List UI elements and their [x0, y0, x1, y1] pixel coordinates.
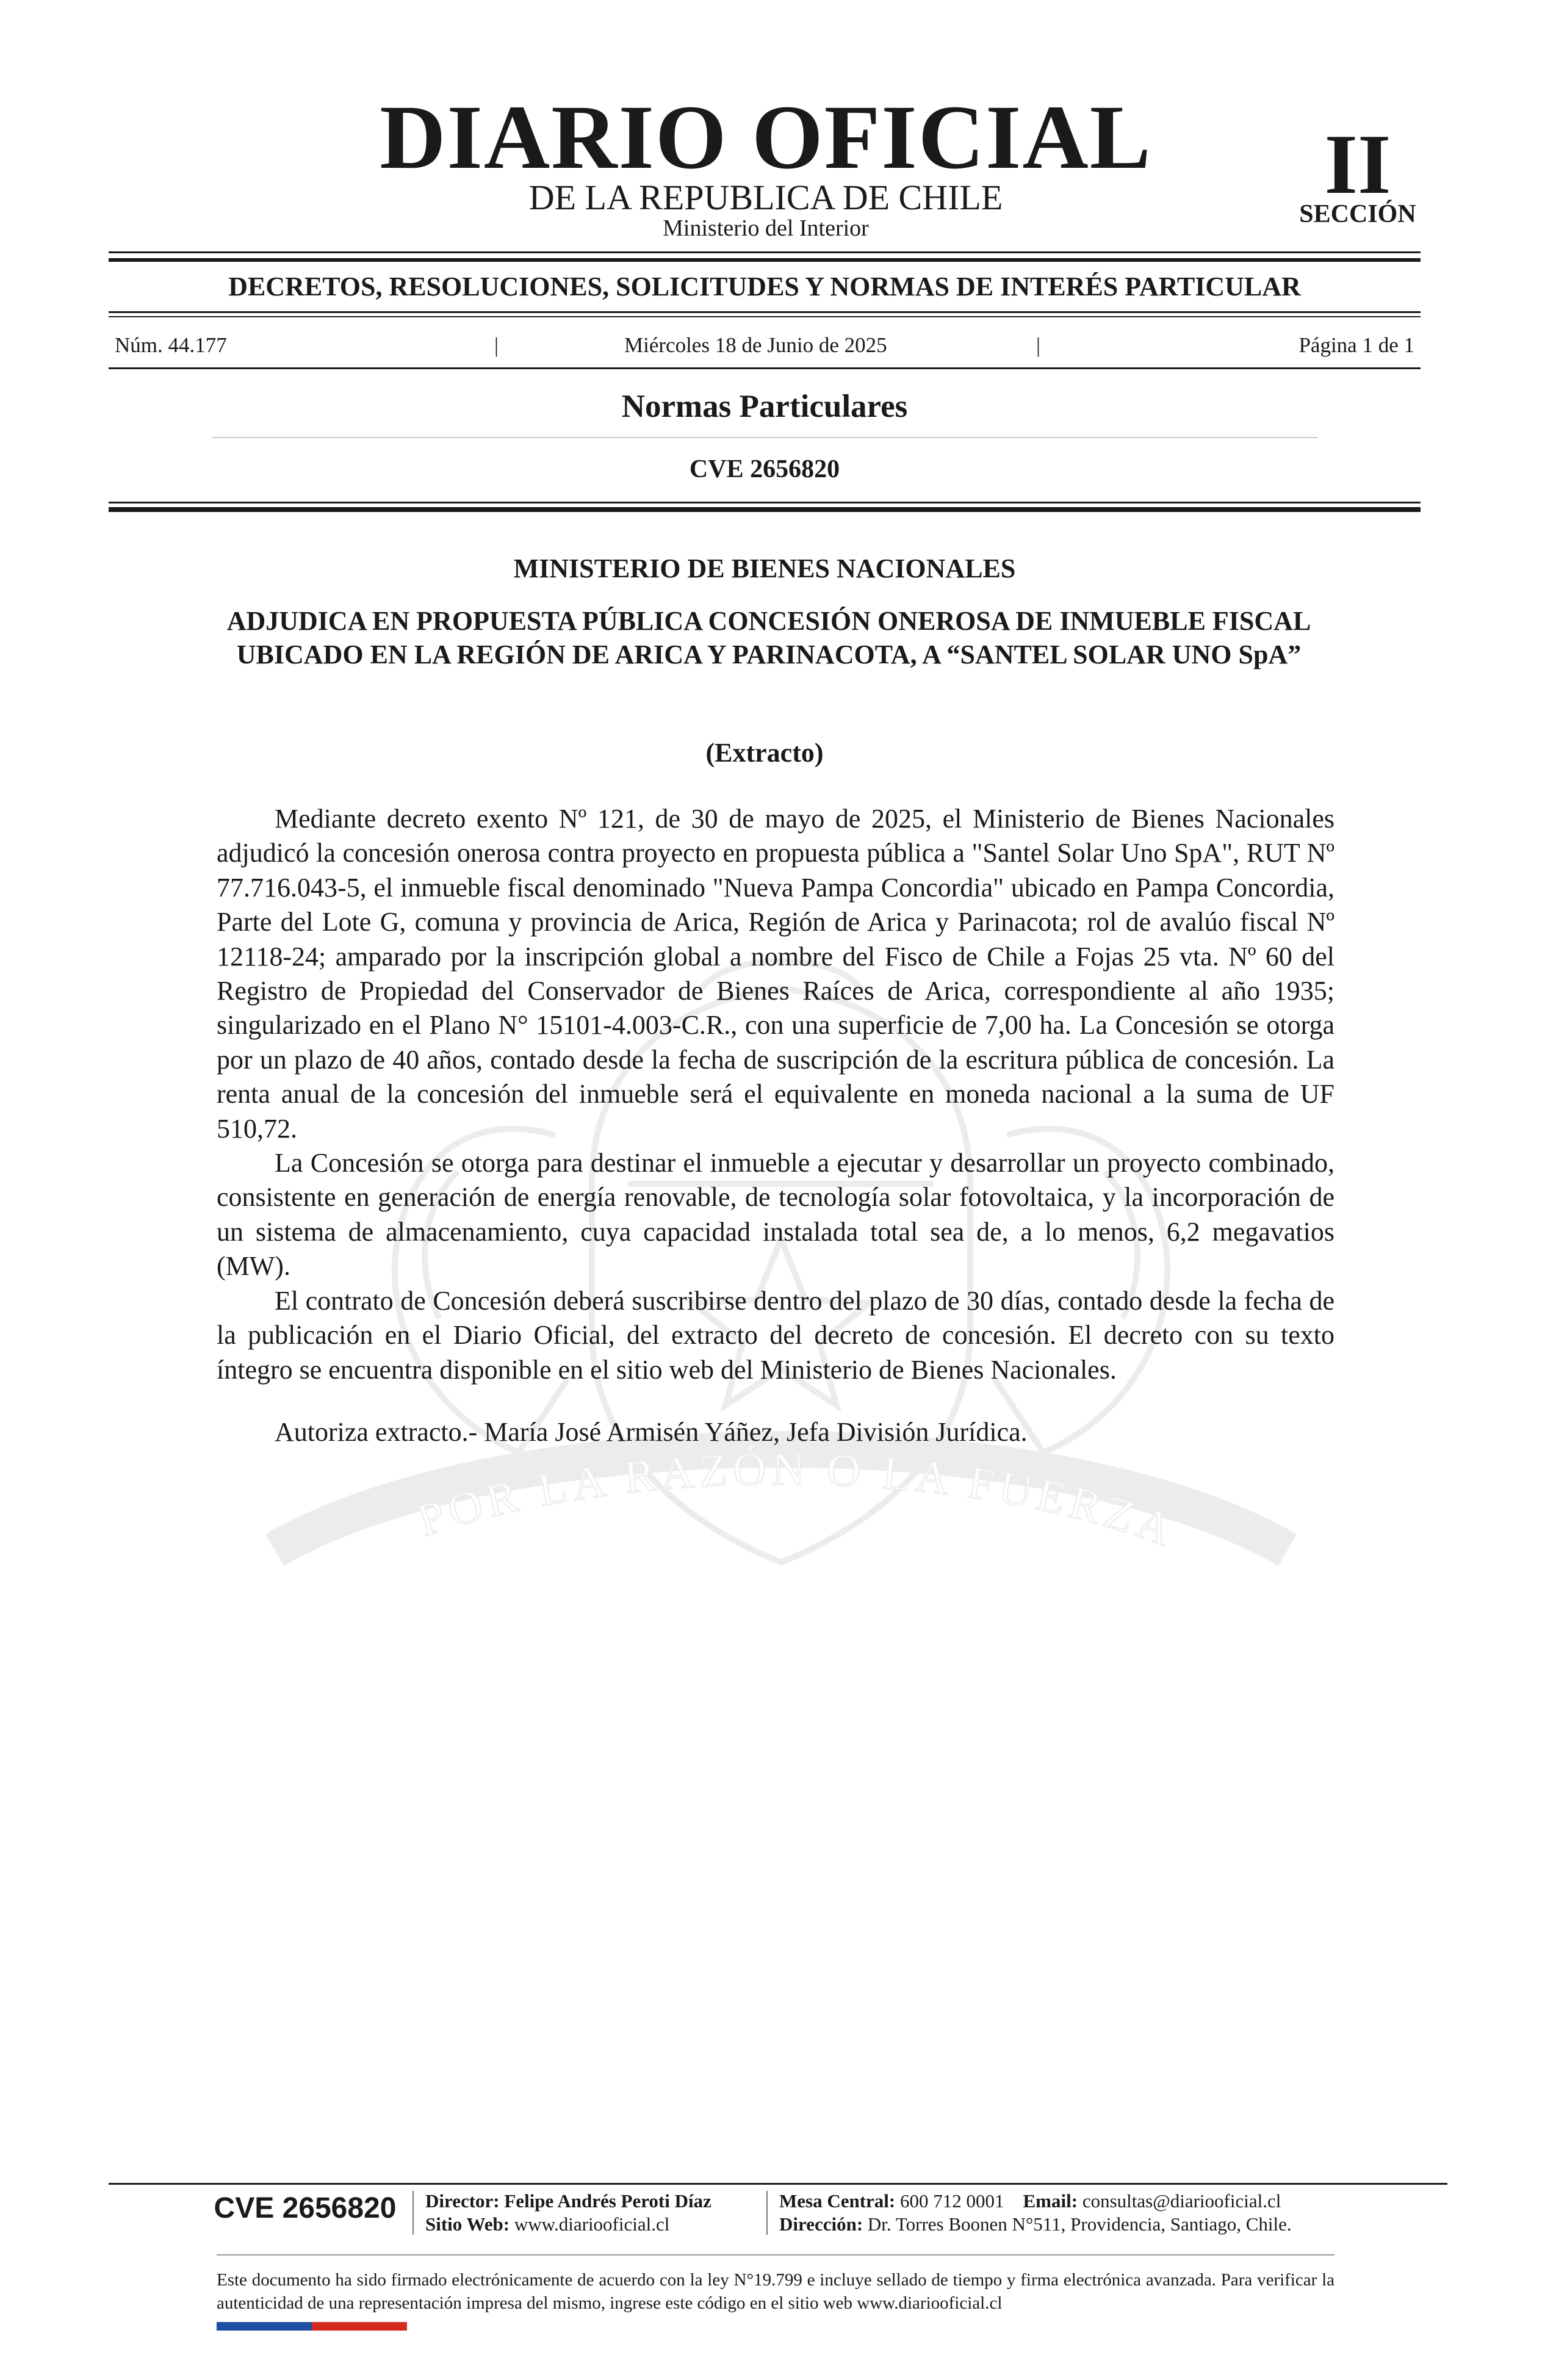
article-paragraph: El contrato de Concesión deberá suscribirse dentro del plazo de 30 días, contado desde la fecha de la publicación en el Diario Oficial, del extracto del decreto de concesión. El decreto con su texto íntegro se encuentra disponible en el sitio web del Ministerio de Bienes Nacionales.: [217, 1285, 1334, 1385]
email-link[interactable]: consultas@diariooficial.cl: [1082, 2190, 1281, 2212]
article-signature: Autoriza extracto.- María José Armisén Yáñez, Jefa División Jurídica.: [275, 1416, 1028, 1447]
address-value: Dr. Torres Boonen N°511, Providencia, Santiago, Chile.: [867, 2213, 1292, 2235]
masthead-rule-thick: [109, 258, 1421, 262]
category-heading: DECRETOS, RESOLUCIONES, SOLICITUDES Y NORMAS DE INTERÉS PARTICULAR: [228, 272, 1301, 301]
footer-divider: [766, 2191, 768, 2235]
masthead-rule-thin: [109, 251, 1421, 253]
masthead-ministry: Ministerio del Interior: [663, 215, 869, 241]
issue-date: Miércoles 18 de Junio de 2025: [624, 333, 887, 357]
header-end-rule-thick: [109, 507, 1421, 512]
chile-flag-stripe: [217, 2322, 407, 2331]
header-end-rule-thin: [109, 502, 1421, 503]
article-ministry: MINISTERIO DE BIENES NACIONALES: [513, 554, 1016, 583]
watermark-motto: POR LA RAZÓN O LA FUERZA: [411, 1443, 1183, 1558]
article-subtitle: (Extracto): [705, 738, 824, 768]
issue-rule: [109, 367, 1421, 369]
category-rule-top: [109, 311, 1421, 313]
masthead-subtitle: DE LA REPUBLICA DE CHILE: [528, 178, 1003, 217]
section-number: II: [1324, 117, 1391, 212]
director-name: Felipe Andrés Peroti Díaz: [504, 2190, 711, 2212]
article-body: [217, 802, 1334, 1449]
footer-cve-code: CVE 2656820: [214, 2192, 397, 2224]
email-label: Email:: [1023, 2190, 1078, 2212]
issue-number: Núm. 44.177: [115, 333, 227, 357]
footer-divider: [412, 2191, 414, 2235]
mesa-phone: 600 712 0001: [900, 2190, 1004, 2212]
category-rule-bottom: [109, 316, 1421, 317]
issue-page: Página 1 de 1: [1298, 333, 1414, 357]
website-link[interactable]: www.diariooficial.cl: [514, 2213, 670, 2235]
section-title: Normas Particulares: [621, 389, 908, 424]
footer-rule-thin: [217, 2254, 1334, 2256]
flag-red-segment: [312, 2322, 407, 2331]
footer-contact-block: [779, 2190, 1292, 2236]
article-paragraph: Mediante decreto exento Nº 121, de 30 de mayo de 2025, el Ministerio de Bienes Nacionales adjudicó la concesión onerosa contra proyecto en propuesta pública a "Santel Solar Uno SpA", RUT Nº 77.716.043-5, el inmueble fiscal denominado "Nueva Pampa Concordia" ubicado en Pampa Concordia, Parte del Lote G, comuna y provincia de Arica, Región de Arica y Parinacota; rol de avalúo fiscal Nº 12118-24; amparado por la inscripción global a nombre del Fisco de Chile a Fojas 25 vta. Nº 60 del Registro de Propiedad del Conservador de Bienes Raíces de Arica, correspondiente al año 1935; singularizado en el Plano N° 15101-4.003-C.R., con una superficie de 7,00 ha. La Concesión se otorga por un plazo de 40 años, contado desde la fecha de suscripción de la escritura pública de concesión. La renta anual de la concesión del inmueble será el equivalente en moneda nacional a la suma de UF 510,72.: [217, 804, 1334, 1144]
footer-legal-notice: Este documento ha sido firmado electrónicamente de acuerdo con la ley N°19.799 e incluye sellado de tiempo y firma electrónica avanzada. Para verificar la autenticidad de una representación impresa del mismo, ingrese este código en el sitio web www.diariooficial.cl: [217, 2270, 1334, 2313]
director-label: Director:: [425, 2190, 500, 2212]
article-headline: ADJUDICA EN PROPUESTA PÚBLICA CONCESIÓN ONEROSA DE INMUEBLE FISCAL UBICADO EN LA REGIÓN DE ARICA Y PARINACOTA, A “SANTEL SOLAR UNO SpA”: [226, 606, 1311, 669]
section-title-rule: [212, 437, 1318, 438]
issue-separator: |: [1036, 333, 1041, 357]
issue-separator: |: [494, 333, 499, 357]
section-label: SECCIÓN: [1299, 200, 1416, 228]
address-label: Dirección:: [779, 2213, 863, 2235]
footer-rule: [109, 2183, 1447, 2185]
footer-director-block: [425, 2190, 711, 2236]
masthead-title: DIARIO OFICIAL: [380, 87, 1152, 188]
website-label: Sitio Web:: [425, 2213, 510, 2235]
flag-blue-segment: [217, 2322, 312, 2331]
article-paragraph: La Concesión se otorga para destinar el inmueble a ejecutar y desarrollar un proyecto combinado, consistente en generación de energía renovable, de tecnología solar fotovoltaica, y la incorporación de un sistema de almacenamiento, cuya capacidad instalada total sea de, a lo menos, 6,2 megavatios (MW).: [217, 1148, 1334, 1282]
cve-code: CVE 2656820: [689, 455, 840, 483]
mesa-label: Mesa Central:: [779, 2190, 896, 2212]
